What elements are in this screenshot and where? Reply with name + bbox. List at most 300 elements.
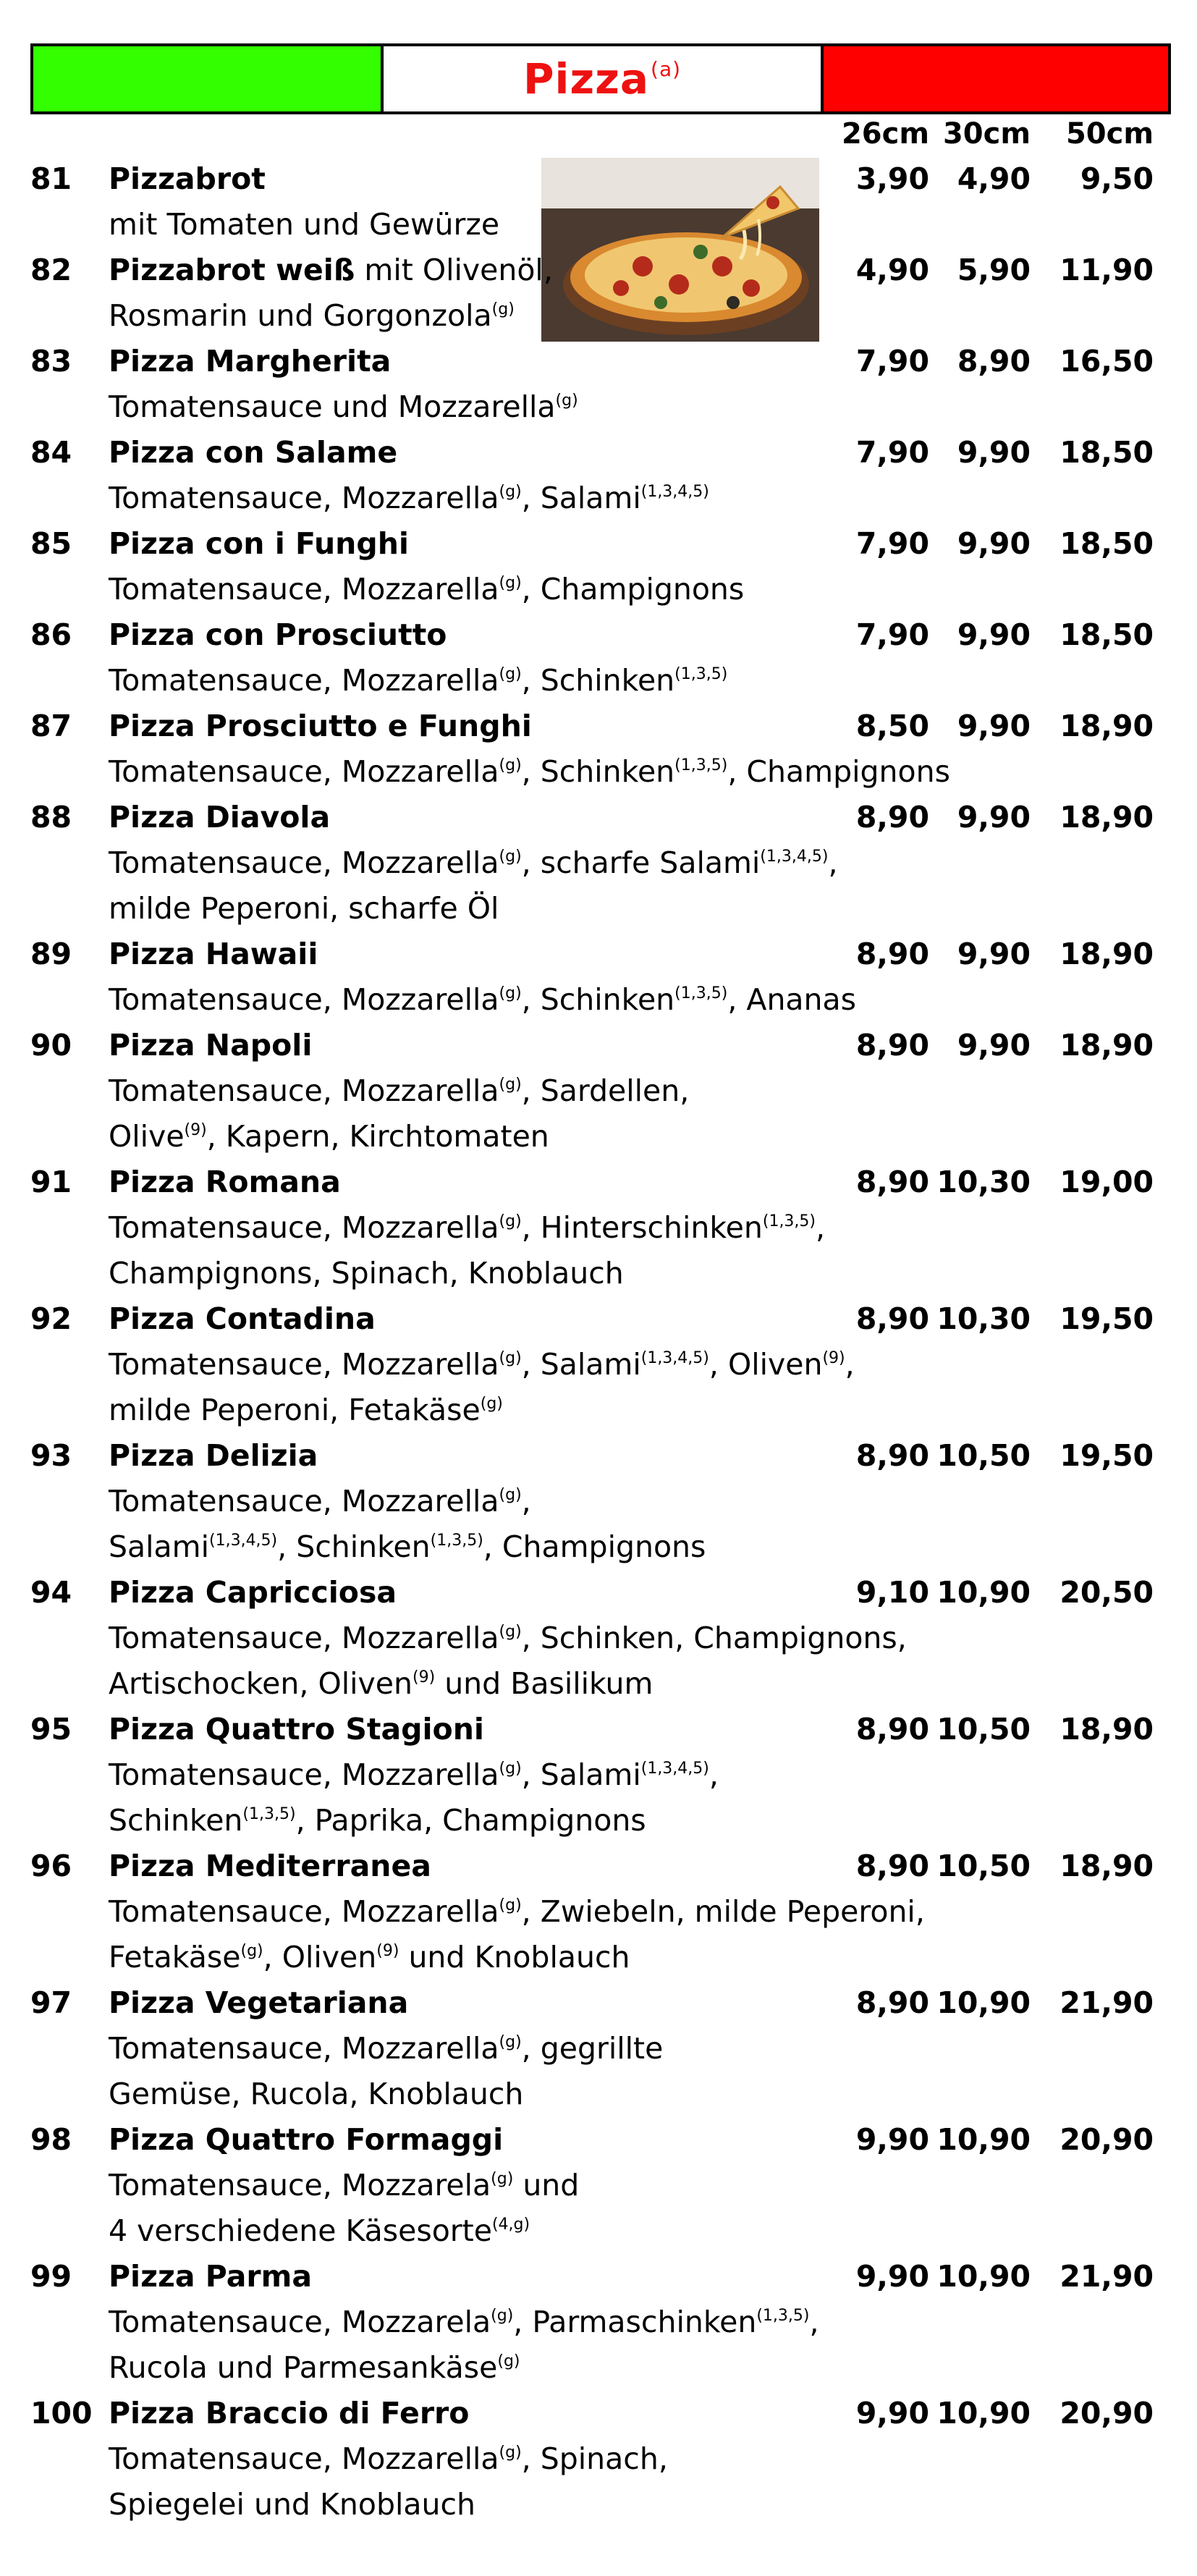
description-text: Tomatensauce, Mozzarella — [109, 663, 499, 698]
item-number: 90 — [30, 1028, 72, 1063]
menu-item — [0, 1433, 1197, 1570]
allergen-note: (1,3,5) — [674, 665, 728, 683]
menu-item — [0, 430, 1197, 521]
item-name: Pizza Napoli — [109, 1028, 313, 1063]
description-text: Tomatensauce, Mozzarella — [109, 982, 499, 1017]
price-30cm: 10,30 — [936, 1301, 1031, 1336]
item-description — [109, 384, 578, 430]
description-text: Tomatensauce, Mozzarella — [109, 481, 499, 515]
description-text: , Champignons — [727, 754, 950, 789]
menu-item-description-line — [0, 2482, 1197, 2528]
price-30cm: 5,90 — [957, 253, 1031, 287]
description-text: , Salami — [521, 1347, 641, 1382]
allergen-note: (9) — [822, 1349, 845, 1367]
item-name: Pizza Capricciosa — [109, 1575, 397, 1610]
menu-item-title-line — [0, 1433, 1197, 1479]
description-text: Tomatensauce, Mozzarella — [109, 845, 499, 880]
allergen-note: (g) — [499, 756, 522, 774]
menu-item — [0, 339, 1197, 430]
price-26cm: 9,10 — [855, 1575, 929, 1610]
price-50cm: 20,90 — [1059, 2122, 1154, 2157]
menu-item — [0, 156, 1197, 248]
menu-header — [30, 43, 1171, 114]
allergen-note: (g) — [499, 1349, 522, 1367]
allergen-note: (g) — [499, 574, 522, 592]
item-number: 89 — [30, 937, 72, 971]
item-description — [109, 567, 744, 612]
description-text: Artischocken, Oliven — [109, 1666, 413, 1701]
price-30cm: 9,90 — [957, 617, 1031, 652]
description-text: , Champignons — [521, 572, 745, 607]
price-26cm: 7,90 — [855, 435, 929, 470]
description-text: , Schinken — [521, 982, 675, 1017]
menu-item — [0, 612, 1197, 704]
item-description — [109, 1661, 653, 1707]
item-number: 84 — [30, 435, 72, 470]
price-50cm: 19,50 — [1059, 1438, 1154, 1473]
allergen-note: (9) — [184, 1121, 207, 1139]
menu-item-description-line — [0, 1752, 1197, 1798]
description-text: mit Tomaten und Gewürze — [109, 207, 500, 242]
flag-green-segment — [33, 46, 384, 111]
item-number: 82 — [30, 253, 72, 287]
description-text: , Ananas — [727, 982, 857, 1017]
price-50cm: 9,50 — [1080, 161, 1154, 196]
item-description — [109, 840, 837, 886]
allergen-note: (1,3,5) — [430, 1532, 483, 1550]
allergen-note: (g) — [499, 848, 522, 866]
menu-item-title-line — [0, 612, 1197, 658]
menu-item-title-line — [0, 1980, 1197, 2026]
menu-item-description-line — [0, 476, 1197, 521]
price-50cm: 21,90 — [1059, 1985, 1154, 2020]
description-text: , Sardellen, — [521, 1073, 690, 1108]
menu-item-description-line — [0, 1661, 1197, 1707]
item-description — [109, 977, 856, 1023]
price-30cm: 10,90 — [936, 1985, 1031, 2020]
allergen-note: (g) — [499, 1896, 522, 1914]
allergen-note: (g) — [491, 2170, 514, 2188]
item-description — [109, 2072, 523, 2117]
menu-item-description-line — [0, 886, 1197, 932]
menu-item-title-line — [0, 2391, 1197, 2436]
menu-item-description-line — [0, 658, 1197, 704]
description-text: milde Peperoni, Fetakäse — [109, 1393, 481, 1427]
description-text: Fetakäse — [109, 1940, 241, 1975]
price-50cm: 18,90 — [1059, 1712, 1154, 1747]
description-text: Tomatensauce, Mozzarella — [109, 2441, 499, 2476]
price-30cm: 9,90 — [957, 937, 1031, 971]
allergen-note: (g) — [499, 665, 522, 683]
price-30cm: 9,90 — [957, 435, 1031, 470]
price-26cm: 8,90 — [855, 1301, 929, 1336]
description-text: Rosmarin und Gorgonzola — [109, 298, 492, 333]
item-name: Pizzabrot — [109, 161, 266, 196]
item-description — [109, 2163, 579, 2208]
item-description — [109, 1342, 855, 1388]
menu-item-title-line — [0, 248, 1197, 293]
item-number: 86 — [30, 617, 72, 652]
flag-white-segment — [384, 46, 824, 111]
item-number: 87 — [30, 709, 72, 743]
menu-item-description-line — [0, 1114, 1197, 1160]
menu-item-description-line — [0, 2436, 1197, 2482]
price-50cm: 18,90 — [1059, 800, 1154, 835]
menu-item — [0, 1980, 1197, 2117]
price-26cm: 8,50 — [855, 709, 929, 743]
item-description — [109, 1114, 549, 1160]
menu-item-title-line — [0, 339, 1197, 384]
menu-item — [0, 1707, 1197, 1844]
item-description — [109, 2208, 530, 2254]
item-number: 85 — [30, 526, 72, 561]
menu-item-title-line — [0, 1296, 1197, 1342]
description-text: , — [709, 1757, 719, 1792]
description-text: Salami — [109, 1529, 209, 1564]
menu-item-title-line — [0, 156, 1197, 202]
menu-item-description-line — [0, 1479, 1197, 1524]
menu-item-description-line — [0, 567, 1197, 612]
allergen-note: (g) — [499, 1212, 522, 1230]
item-number: 97 — [30, 1985, 72, 2020]
allergen-note: (g) — [555, 392, 578, 410]
allergen-note: (9) — [376, 1942, 399, 1960]
allergen-note: (g) — [499, 1486, 522, 1504]
description-text: , Schinken, Champignons, — [521, 1621, 907, 1655]
price-50cm: 19,50 — [1059, 1301, 1154, 1336]
description-text: Tomatensauce, Mozzarella — [109, 1484, 499, 1519]
item-name: Pizza con i Funghi — [109, 526, 409, 561]
description-text: Rucola und Parmesankäse — [109, 2350, 498, 2385]
item-number: 95 — [30, 1712, 72, 1747]
description-text: Champignons, Spinach, Knoblauch — [109, 1256, 624, 1291]
item-name: Pizza Mediterranea — [109, 1849, 431, 1883]
menu-item-title-line — [0, 1707, 1197, 1752]
item-name: Pizza Quattro Formaggi — [109, 2122, 504, 2157]
description-text: Tomatensauce, Mozzarella — [109, 572, 499, 607]
item-description — [109, 2345, 520, 2391]
item-description — [109, 2436, 668, 2482]
price-26cm: 8,90 — [855, 937, 929, 971]
item-description — [109, 1479, 531, 1524]
price-26cm: 9,90 — [855, 2259, 929, 2294]
section-title: Pizza$^{(a)}$ — [523, 54, 682, 104]
menu-item — [0, 1296, 1197, 1433]
item-name: Pizza Hawaii — [109, 937, 318, 971]
menu-item-title-line — [0, 521, 1197, 567]
item-name: Pizza Parma — [109, 2259, 312, 2294]
price-50cm: 18,50 — [1059, 617, 1154, 652]
menu-item-description-line — [0, 1251, 1197, 1296]
menu-item — [0, 2117, 1197, 2254]
price-26cm: 9,90 — [855, 2396, 929, 2431]
description-text: Tomatensauce, Mozzarella — [109, 1073, 499, 1108]
price-50cm: 18,50 — [1059, 435, 1154, 470]
price-30cm: 4,90 — [957, 161, 1031, 196]
menu-item — [0, 2391, 1197, 2528]
menu-item-description-line — [0, 1205, 1197, 1251]
description-text: , — [845, 1347, 855, 1382]
menu-item-description-line — [0, 2208, 1197, 2254]
description-text: , Oliven — [709, 1347, 823, 1382]
description-text: , Salami — [521, 1757, 641, 1792]
menu-item — [0, 2254, 1197, 2391]
item-description — [109, 293, 515, 339]
price-50cm: 19,00 — [1059, 1165, 1154, 1199]
menu-item-title-line — [0, 430, 1197, 476]
item-number: 100 — [30, 2396, 93, 2431]
item-number: 99 — [30, 2259, 72, 2294]
menu-item-description-line — [0, 1616, 1197, 1661]
item-description — [109, 1889, 925, 1935]
price-30cm: 10,50 — [936, 1712, 1031, 1747]
allergen-note: (g) — [240, 1942, 263, 1960]
description-text: Tomatensauce und Mozzarella — [109, 389, 556, 424]
price-50cm: 11,90 — [1059, 253, 1154, 287]
allergen-note: (g) — [491, 300, 515, 318]
item-description — [109, 886, 499, 932]
flag-red-segment — [824, 46, 1168, 111]
description-text: , Champignons — [483, 1529, 706, 1564]
menu-item-description-line — [0, 293, 1197, 339]
description-text: , — [816, 1210, 826, 1245]
price-30cm: 8,90 — [957, 344, 1031, 379]
description-text: milde Peperoni, scharfe Öl — [109, 891, 499, 926]
description-text: und — [513, 2168, 580, 2203]
item-description — [109, 1798, 646, 1844]
item-description — [109, 2482, 475, 2528]
description-text: Tomatensauce, Mozzarella — [109, 1347, 499, 1382]
item-number: 83 — [30, 344, 72, 379]
allergen-note: (9) — [412, 1668, 436, 1686]
item-description — [109, 1205, 825, 1251]
allergen-note: (1,3,5) — [674, 984, 728, 1002]
description-text: , scharfe Salami — [521, 845, 761, 880]
menu-item-description-line — [0, 2345, 1197, 2391]
price-26cm: 8,90 — [855, 1712, 929, 1747]
allergen-note: (1,3,4,5) — [640, 483, 709, 501]
item-description — [109, 1616, 907, 1661]
price-26cm: 8,90 — [855, 1438, 929, 1473]
description-text: , Schinken — [521, 754, 675, 789]
menu-item-description-line — [0, 1889, 1197, 1935]
item-name: Pizza Margherita — [109, 344, 392, 379]
allergen-note: (g) — [499, 2444, 522, 2462]
item-name: Pizza Delizia — [109, 1438, 318, 1473]
item-name-tail: mit Olivenöl, — [355, 253, 553, 287]
price-26cm: 3,90 — [855, 161, 929, 196]
item-number: 98 — [30, 2122, 72, 2157]
description-text: und Basilikum — [435, 1666, 654, 1701]
item-description — [109, 658, 727, 704]
item-description — [109, 476, 709, 521]
price-50cm: 20,50 — [1059, 1575, 1154, 1610]
menu-item — [0, 1023, 1197, 1160]
price-30cm: 10,90 — [936, 2122, 1031, 2157]
menu-item-description-line — [0, 2026, 1197, 2072]
allergen-note: (g) — [480, 1395, 503, 1413]
item-number: 91 — [30, 1165, 72, 1199]
allergen-note: (1,3,5) — [756, 2307, 810, 2325]
item-description — [109, 1524, 706, 1570]
menu-item — [0, 1570, 1197, 1707]
allergen-note: (1,3,5) — [762, 1212, 816, 1230]
title-footnote: (a) — [651, 57, 682, 81]
menu-item-description-line — [0, 2300, 1197, 2345]
menu-item-description-line — [0, 2163, 1197, 2208]
menu-item-title-line — [0, 1844, 1197, 1889]
item-name: Pizza Contadina — [109, 1301, 376, 1336]
description-text: , Salami — [521, 481, 641, 515]
description-text: , Oliven — [263, 1940, 377, 1975]
item-name: Pizzabrot weiß mit Olivenöl, — [109, 253, 553, 287]
menu-item — [0, 248, 1197, 339]
item-description — [109, 1251, 624, 1296]
price-50cm: 18,90 — [1059, 709, 1154, 743]
allergen-note: (1,3,4,5) — [209, 1532, 278, 1550]
description-text: Tomatensauce, Mozzarella — [109, 1757, 499, 1792]
size-26cm-label: 26cm — [841, 117, 929, 151]
allergen-note: (1,3,4,5) — [640, 1349, 709, 1367]
item-name: Pizza Romana — [109, 1165, 341, 1199]
menu-item-title-line — [0, 932, 1197, 977]
item-name: Pizza con Salame — [109, 435, 398, 470]
description-text: und Knoblauch — [399, 1940, 630, 1975]
item-description — [109, 2300, 819, 2345]
description-text: , Schinken — [521, 663, 675, 698]
price-30cm: 10,90 — [936, 2259, 1031, 2294]
allergen-note: (g) — [497, 2352, 520, 2370]
menu-item — [0, 1160, 1197, 1296]
price-26cm: 7,90 — [855, 344, 929, 379]
price-26cm: 8,90 — [855, 1165, 929, 1199]
price-50cm: 18,90 — [1059, 1028, 1154, 1063]
menu-item — [0, 795, 1197, 932]
item-number: 94 — [30, 1575, 72, 1610]
description-text: Tomatensauce, Mozzarella — [109, 2031, 499, 2066]
price-26cm: 8,90 — [855, 1849, 929, 1883]
description-text: , Spinach, — [521, 2441, 668, 2476]
description-text: , Kapern, Kirchtomaten — [206, 1119, 549, 1154]
price-30cm: 9,90 — [957, 526, 1031, 561]
item-number: 96 — [30, 1849, 72, 1883]
description-text: , Zwiebeln, milde Peperoni, — [521, 1894, 925, 1929]
allergen-note: (1,3,4,5) — [760, 848, 829, 866]
menu-item-description-line — [0, 840, 1197, 886]
price-50cm: 18,90 — [1059, 937, 1154, 971]
price-30cm: 10,50 — [936, 1849, 1031, 1883]
price-26cm: 9,90 — [855, 2122, 929, 2157]
description-text: Schinken — [109, 1803, 243, 1838]
menu-item-description-line — [0, 749, 1197, 795]
price-30cm: 10,50 — [936, 1438, 1031, 1473]
item-number: 92 — [30, 1301, 72, 1336]
item-description — [109, 1068, 689, 1114]
item-description — [109, 1388, 503, 1433]
description-text: , Paprika, Champignons — [295, 1803, 646, 1838]
menu-item — [0, 704, 1197, 795]
price-50cm: 18,90 — [1059, 1849, 1154, 1883]
pizza-menu-list — [0, 156, 1197, 2528]
description-text: , — [828, 845, 838, 880]
item-description — [109, 749, 950, 795]
menu-item-title-line — [0, 704, 1197, 749]
item-name: Pizza Prosciutto e Funghi — [109, 709, 532, 743]
menu-item-title-line — [0, 1570, 1197, 1616]
price-30cm: 9,90 — [957, 800, 1031, 835]
price-26cm: 8,90 — [855, 800, 929, 835]
description-text: 4 verschiedene Käsesorte — [109, 2213, 492, 2248]
description-text: , Hinterschinken — [521, 1210, 763, 1245]
menu-item-description-line — [0, 1342, 1197, 1388]
description-text: , — [809, 2305, 819, 2339]
item-description — [109, 2026, 663, 2072]
item-description — [109, 202, 499, 248]
menu-item-title-line — [0, 2254, 1197, 2300]
price-30cm: 10,90 — [936, 1575, 1031, 1610]
item-description — [109, 1935, 630, 1980]
description-text: Tomatensauce, Mozzarella — [109, 1894, 499, 1929]
item-name: Pizza Quattro Stagioni — [109, 1712, 484, 1747]
menu-item-description-line — [0, 2072, 1197, 2117]
description-text: Tomatensauce, Mozzarella — [109, 754, 499, 789]
description-text: Tomatensauce, Mozzarella — [109, 1210, 499, 1245]
menu-item-description-line — [0, 1798, 1197, 1844]
description-text: , Schinken — [277, 1529, 431, 1564]
description-text: , Parmaschinken — [513, 2305, 757, 2339]
menu-item-title-line — [0, 1023, 1197, 1068]
size-30cm-label: 30cm — [942, 117, 1031, 151]
price-26cm: 7,90 — [855, 617, 929, 652]
menu-item-description-line — [0, 1388, 1197, 1433]
price-30cm: 10,90 — [936, 2396, 1031, 2431]
item-number: 88 — [30, 800, 72, 835]
price-50cm: 18,50 — [1059, 526, 1154, 561]
item-number: 93 — [30, 1438, 72, 1473]
menu-item-title-line — [0, 795, 1197, 840]
description-text: Gemüse, Rucola, Knoblauch — [109, 2077, 524, 2111]
menu-item-description-line — [0, 1068, 1197, 1114]
price-30cm: 10,30 — [936, 1165, 1031, 1199]
item-description — [109, 1752, 719, 1798]
menu-item-title-line — [0, 2117, 1197, 2163]
allergen-note: (g) — [499, 483, 522, 501]
allergen-note: (g) — [499, 1760, 522, 1778]
price-30cm: 9,90 — [957, 709, 1031, 743]
description-text: Tomatensauce, Mozzarela — [109, 2305, 491, 2339]
price-26cm: 4,90 — [855, 253, 929, 287]
price-50cm: 20,90 — [1059, 2396, 1154, 2431]
item-name: Pizza Vegetariana — [109, 1985, 409, 2020]
description-text: Tomatensauce, Mozzarella — [109, 1621, 499, 1655]
menu-item-description-line — [0, 202, 1197, 248]
description-text: , — [521, 1484, 531, 1519]
price-26cm: 7,90 — [855, 526, 929, 561]
allergen-note: (g) — [499, 1076, 522, 1094]
item-name: Pizza Diavola — [109, 800, 331, 835]
allergen-note: (g) — [491, 2307, 514, 2325]
description-text: Tomatensauce, Mozzarela — [109, 2168, 491, 2203]
menu-item-description-line — [0, 977, 1197, 1023]
item-name: Pizza con Prosciutto — [109, 617, 447, 652]
allergen-note: (1,3,4,5) — [640, 1760, 709, 1778]
item-number: 81 — [30, 161, 72, 196]
price-50cm: 21,90 — [1059, 2259, 1154, 2294]
size-header — [0, 117, 1197, 152]
allergen-note: (g) — [499, 2033, 522, 2051]
allergen-note: (4,g) — [491, 2216, 530, 2234]
menu-item-description-line — [0, 1935, 1197, 1980]
